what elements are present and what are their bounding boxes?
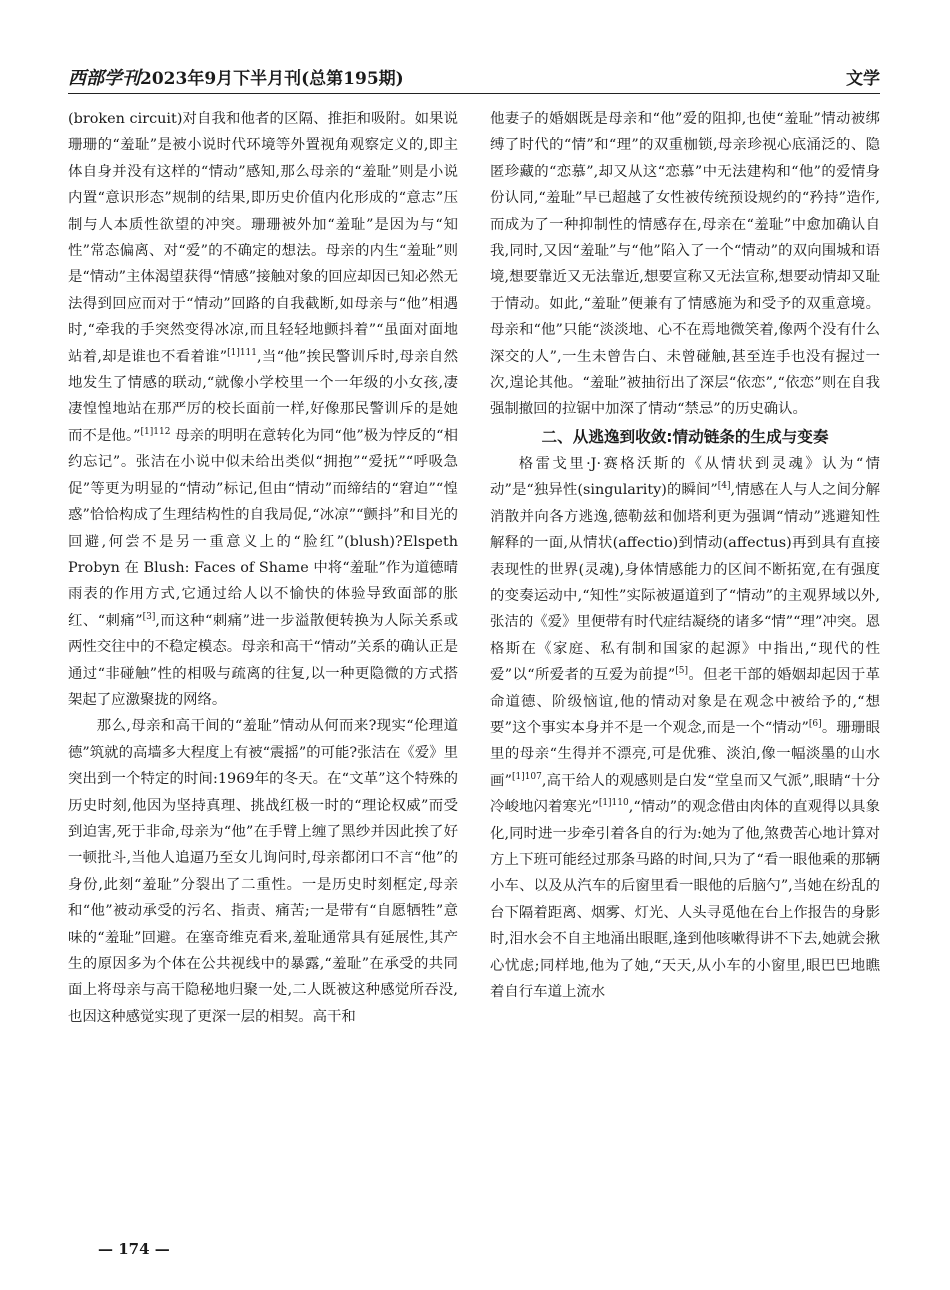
left-column [68,106,458,1030]
citation: [1]111 [227,347,258,358]
text-run: ,情感在人与人之间分解消散并向各方逃逸,德勒兹和伽塔利更为强调“情动”逃避知性解释的一面,从情状(affectio)到情动(affectus)再到具有直接表现性的世界(灵魂),身体情感能力的区间不断拓宽,在有强度的变奏运动中,“知性”实际被逼道到了“情动”的主观界域以外,张洁的《爱》里便带有时代症结凝绕的诸多“情”“理”冲突。恩格斯在《家庭、私有制和国家的起源》中指出,“现代的性爱”以“所爱者的互爱为前提” [490,482,880,684]
text-run: 格雷戈里·J·赛格沃斯的《从情状到灵魂》认为“情动”是“独异性(singularity)的瞬间” [490,455,880,499]
right-column [490,106,880,1005]
text-run: (broken circuit)对自我和他者的区隔、推拒和吸附。如果说珊珊的“羞耻”是被小说时代环境等外置视角观察定义的,即主体自身并没有这样的“情动”感知,那么母亲的“羞耻”则是小说内置“意识形态”规制的结果,即历史价值内化形成的“意志”压制与人本质性欲望的冲突。珊珊被外加“羞耻”是因为与“知性”常态偏离、对“爱”的不确定的想法。母亲的内生“羞耻”则是“情动”主体渴望获得“情感”接触对象的回应却因已知必然无法得到回应而对于“情动”回路的自我截断,如母亲与“他”相遇时,“牵我的手突然变得冰凉,而且轻轻地颤抖着”“虽面对面地站着,却是谁也不看着谁” [68,111,458,365]
running-header [68,60,880,94]
citation: [1]110 [598,798,629,809]
header-rule [68,93,880,94]
left-paragraph-1 [68,106,458,713]
citation: [1]112 [140,427,171,438]
issue-label: 2023年9月下半月刊(总第195期) [140,69,404,89]
text-run: 母亲的明明在意转化为同“他”极为悖反的“相约忘记”。张洁在小说中似未给出类似“拥抱”“爱抚”“呼吸急促”等更为明显的“情动”标记,但由“情动”而缔结的“窘迫”“惶惑”恰恰构成了生理结构性的自我局促,“冰凉”“颤抖”和目光的回避,何尝不是另一重意义上的“脸红”(blush)?Elspeth Probyn 在 Blush: Faces of Shame 中将“羞耻”作为道德晴雨表的作用方式,它通过给人以不愉快的体验导致面部的胀红、“刺痛” [68,427,458,629]
page-number: — 174 — [98,1240,170,1258]
left-paragraph-2: 那么,母亲和高干间的“羞耻”情动从何而来?现实“伦理道德”筑就的高墙多大程度上有被“震摇”的可能?张洁在《爱》里突出到一个特定的时间:1969年的冬天。在“文革”这个特殊的历史时刻,他因为坚持真理、挑战红极一时的“理论权威”而受到迫害,死于非命,母亲为“他”在手臂上缠了黑纱并因此挨了好一顿批斗,当他人追逼乃至女儿询问时,母亲都闭口不言“他”的身份,此刻“羞耻”分裂出了二重性。一是历史时刻框定,母亲和“他”被动承受的污名、指责、痛苦;一是带有“自愿牺牲”意味的“羞耻”回避。在塞奇维克看来,羞耻通常具有延展性,其产生的原因多为个体在公共视线中的暴露,“羞耻”在承受的共同面上将母亲与高干隐秘地归聚一处,二人既被这种感觉所吞没,也因这种感觉实现了更深一层的相契。高干和 [68,718,458,1025]
citation: [6] [808,719,822,730]
section-label: 文学 [846,69,880,89]
journal-issue-line [68,64,404,90]
text-run: 。但老干部的婚姻却起因于革命道德、阶级恼谊,他的情动对象是在观念中被给予的,“想要”这个事实本身并不是一个观念,而是一个“情动” [490,667,880,736]
text-run: ,高干给人的观感则是白发“堂皇而又气派”,眼睛“十分冷峻地闪着寒光” [490,772,880,816]
section-heading: 二、从逃逸到收敛:情动链条的生成与变奏 [541,427,829,446]
journal-logo: 西部学刊 [68,68,140,89]
text-run: ,当“他”挨民警训斥时,母亲自然地发生了情感的联动,“就像小学校里一个一年级的小女孩,凄凄惶惶地站在那严厉的校长面前一样,好像那民警训斥的是她而不是他。” [68,348,458,444]
right-paragraph-1: 他妻子的婚姻既是母亲和“他”爱的阻抑,也使“羞耻”情动被绑缚了时代的“情”和“理”的双重枷锁,母亲珍视心底涌泛的、隐匿珍藏的“恋慕”,却又从这“恋慕”中无法建构和“他”的爱情身份认同,“羞耻”早已超越了女性被传统预设规约的“矜持”造作,而成为了一种抑制性的情感存在,母亲在“羞耻”中愈加确认自我,同时,又因“羞耻”与“他”陷入了一个“情动”的双向围城和语境,想要靠近又无法靠近,想要宣称又无法宣称,想要动情却又耻于情动。如此,“羞耻”便兼有了情感施为和受予的双重意境。母亲和“他”只能“淡淡地、心不在焉地微笑着,像两个没有什么深交的人”,一生未曾告白、未曾碰触,甚至连手也没有握过一次,遑论其他。“羞耻”被抽衍出了深层“依恋”,“依恋”则在自我强制撤回的拉锯中加深了情动“禁忌”的历史确认。 [490,111,880,418]
text-run: 。珊珊眼里的母亲“生得并不漂亮,可是优雅、淡泊,像一幅淡墨的山水画” [490,719,880,789]
text-run: ,“情动”的观念借由肉体的直观得以具象化,同时进一步牵引着各自的行为:她为了他,煞费苦心地计算对方上下班可能经过那条马路的时间,只为了“看一眼他乘的那辆小车、以及从汽车的后窗里看一眼他的后脑勺”,当她在纷乱的台下隔着距离、烟雾、灯光、人头寻觅他在台上作报告的身影时,泪水会不自主地涌出眼眶,逢到他咳嗽得讲不下去,她就会揪心忧虑;同样地,他为了她,“天天,从小车的小窗里,眼巴巴地瞧着自行车道上流水 [490,799,881,1000]
right-paragraph-2 [490,451,880,1006]
citation: [5] [675,666,689,677]
citation: [3] [142,611,156,622]
text-run: ,而这种“刺痛”进一步溢散便转换为人际关系或两性交往中的不稳定模态。母亲和高干“情动”关系的确认正是通过“非碰触”性的相吸与疏离的往复,以一种更隐微的方式搭架起了应激聚拢的网络。 [68,612,458,708]
citation: [1]107 [511,771,542,782]
citation: [4] [717,481,731,492]
